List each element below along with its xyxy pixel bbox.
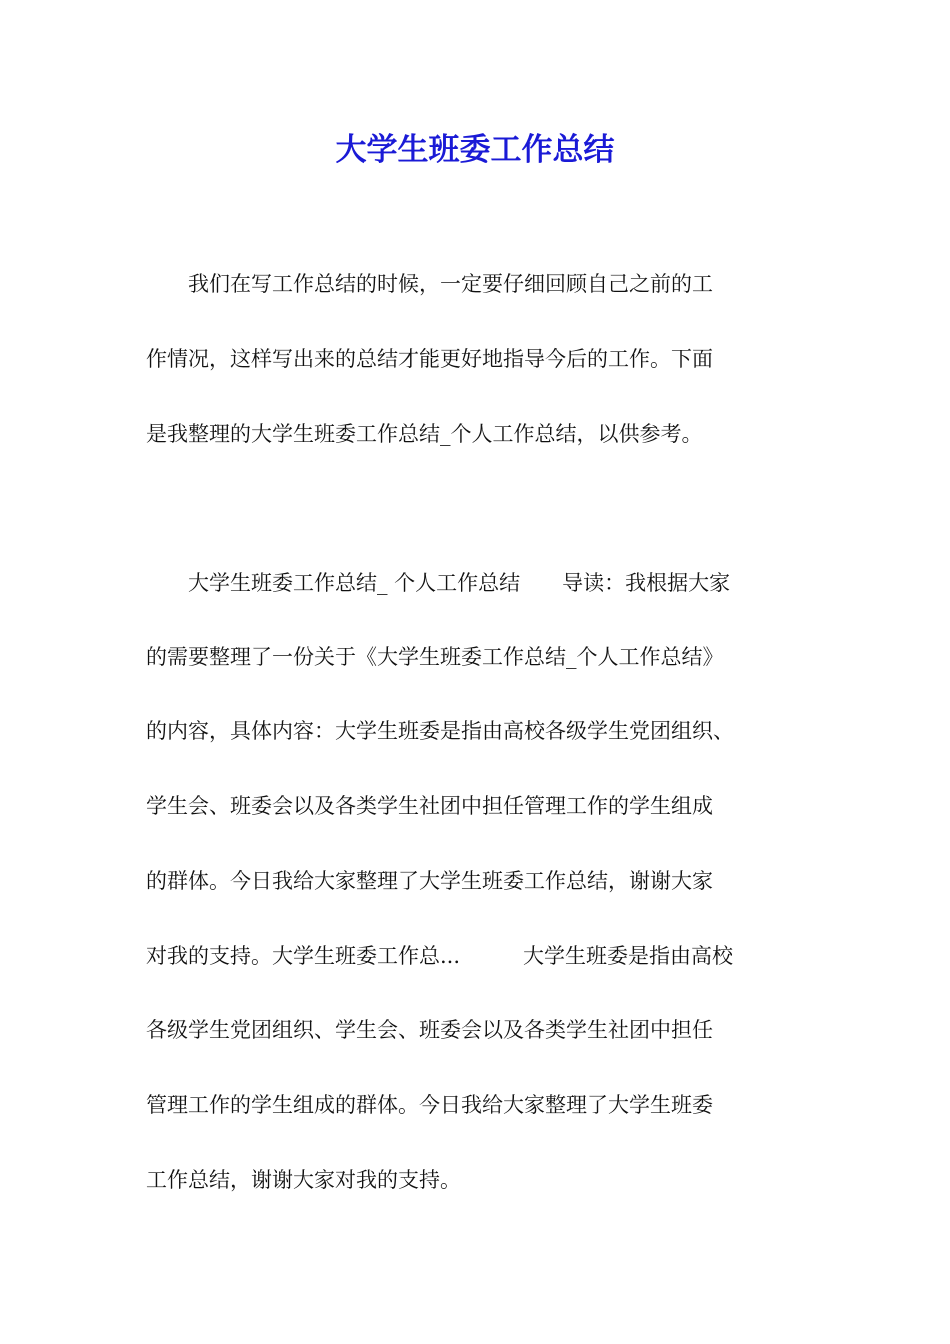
intro-line: 我们在写工作总结的时候，一定要仔细回顾自己之前的工 xyxy=(146,272,713,296)
intro-line: 是我整理的大学生班委工作总结_个人工作总结，以供参考。 xyxy=(146,422,703,446)
intro-line: 作情况，这样写出来的总结才能更好地指导今后的工作。下面 xyxy=(146,347,713,371)
document-title: 大学生班委工作总结 xyxy=(335,132,615,168)
body-line: 的群体。今日我给大家整理了大学生班委工作总结，谢谢大家 xyxy=(146,869,713,893)
body-line: 管理工作的学生组成的群体。今日我给大家整理了大学生班委 xyxy=(146,1093,713,1117)
body-line: 学生会、班委会以及各类学生社团中担任管理工作的学生组成 xyxy=(146,794,713,818)
body-line: 大学生班委工作总结_ 个人工作总结 导读：我根据大家 xyxy=(146,571,731,595)
body-line: 的需要整理了一份关于《大学生班委工作总结_个人工作总结》 xyxy=(146,645,724,669)
body-line: 各级学生党团组织、学生会、班委会以及各类学生社团中担任 xyxy=(146,1018,713,1042)
body-line: 工作总结，谢谢大家对我的支持。 xyxy=(146,1168,461,1192)
body-line: 对我的支持。大学生班委工作总... 大学生班委是指由高校 xyxy=(146,944,734,968)
body-line: 的内容，具体内容：大学生班委是指由高校各级学生党团组织、 xyxy=(146,719,734,743)
